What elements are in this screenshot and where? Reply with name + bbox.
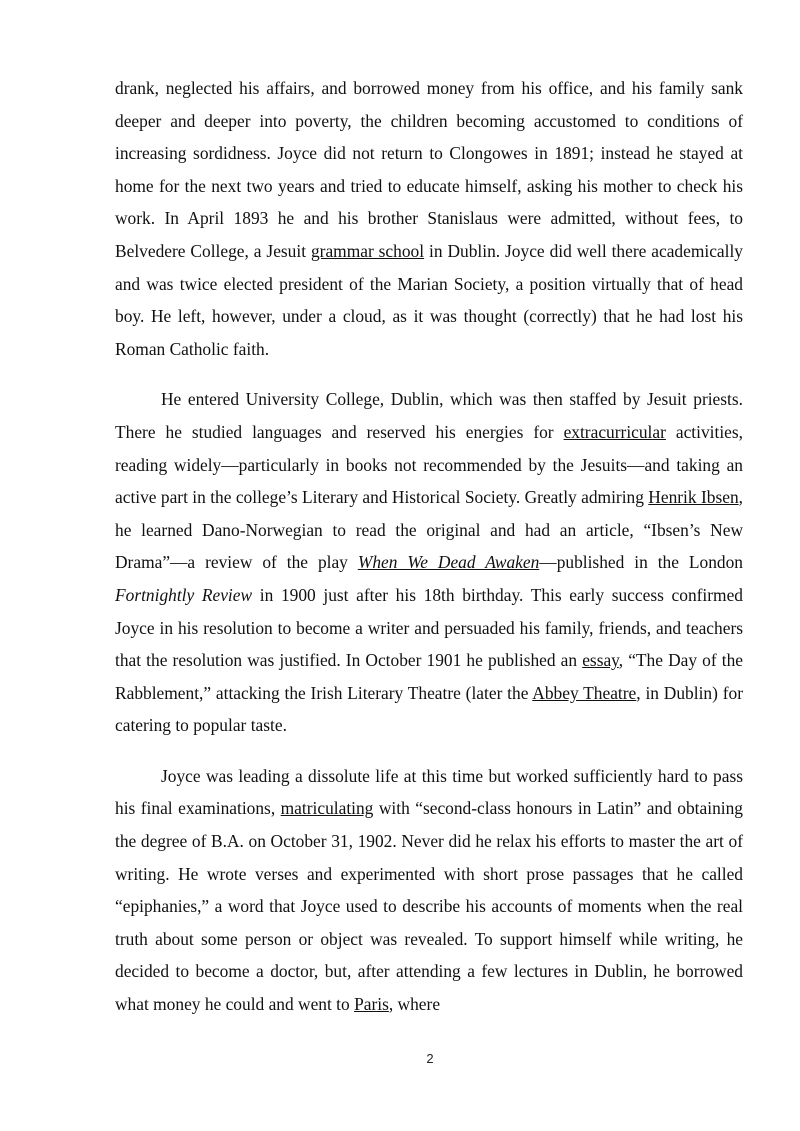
- page-number: 2: [426, 1051, 434, 1066]
- text-run: Joyce was leading a dissolute life at this time but worked sufficiently hard to pass his final examinations,: [115, 765, 743, 819]
- paragraph-3: [115, 760, 743, 1021]
- link-extracurricular[interactable]: extracurricular: [563, 421, 666, 442]
- link-essay[interactable]: essay: [582, 650, 619, 671]
- text-run: activities, reading widely—particularly in books not recommended by the Jesuits—and taking an active part in the college’s Literary and Historical Society. Greatly admiring: [115, 421, 743, 508]
- paragraph-1: [115, 72, 743, 365]
- text-run: , where: [388, 994, 441, 1015]
- link-matriculating[interactable]: matriculating: [280, 798, 374, 819]
- text-run: , “The Day of the Rabblement,” attacking the Irish Literary Theatre (later the: [115, 650, 743, 703]
- link-henrik-ibsen[interactable]: Henrik Ibsen: [648, 487, 739, 508]
- text-run: , he learned Dano-Norwegian to read the original and had an article, “Ibsen’s New Drama”—a review of the play: [115, 487, 743, 573]
- italic-fortnightly-review: Fortnightly Review: [115, 584, 253, 605]
- text-run: , in Dublin) for catering to popular taste.: [115, 682, 744, 736]
- link-paris[interactable]: Paris: [354, 994, 389, 1015]
- link-grammar-school[interactable]: grammar school: [310, 240, 425, 261]
- text-run: with “second-class honours in Latin” and obtaining the degree of B.A. on October 31, 1902. Never did he relax his efforts to master the art of writing. He wrote verses and experimented with short prose passages that he called “epiphanies,” a word that Joyce used to describe his accounts of moments when the real truth about some person or object was revealed. To support himself while writing, he decided to become a doctor, but, after attending a few lectures in Dublin, he borrowed what money he could and went to: [115, 798, 743, 1015]
- text-run: —published in the London: [539, 552, 743, 573]
- link-when-we-dead-awaken[interactable]: When We Dead Awaken: [357, 552, 540, 573]
- text-run: in 1900 just after his 18th birthday. This early success confirmed Joyce in his resolution to become a writer and persuaded his family, friends, and teachers that the resolution was justified. In October 1901 he published an: [115, 584, 743, 671]
- paragraph-2: [115, 383, 743, 742]
- text-run: drank, neglected his affairs, and borrowed money from his office, and his family sank deeper and deeper into poverty, the children becoming accustomed to conditions of increasing sordidness. Joyce did not return to Clongowes in 1891; instead he stayed at home for the next two years and tried to educate himself, asking his mother to check his work. In April 1893 he and his brother Stanislaus were admitted, without fees, to Belvedere College, a Jesuit: [115, 78, 743, 261]
- text-run: in Dublin. Joyce did well there academically and was twice elected president of the Marian Society, a position virtually that of head boy. He left, however, under a cloud, as it was thought (correctly) that he had lost his Roman Catholic faith.: [115, 240, 743, 359]
- document-page: [115, 72, 743, 1039]
- link-abbey-theatre[interactable]: Abbey Theatre: [532, 682, 637, 703]
- text-run: He entered University College, Dublin, which was then staffed by Jesuit priests. There he studied languages and reserved his energies for: [115, 389, 743, 442]
